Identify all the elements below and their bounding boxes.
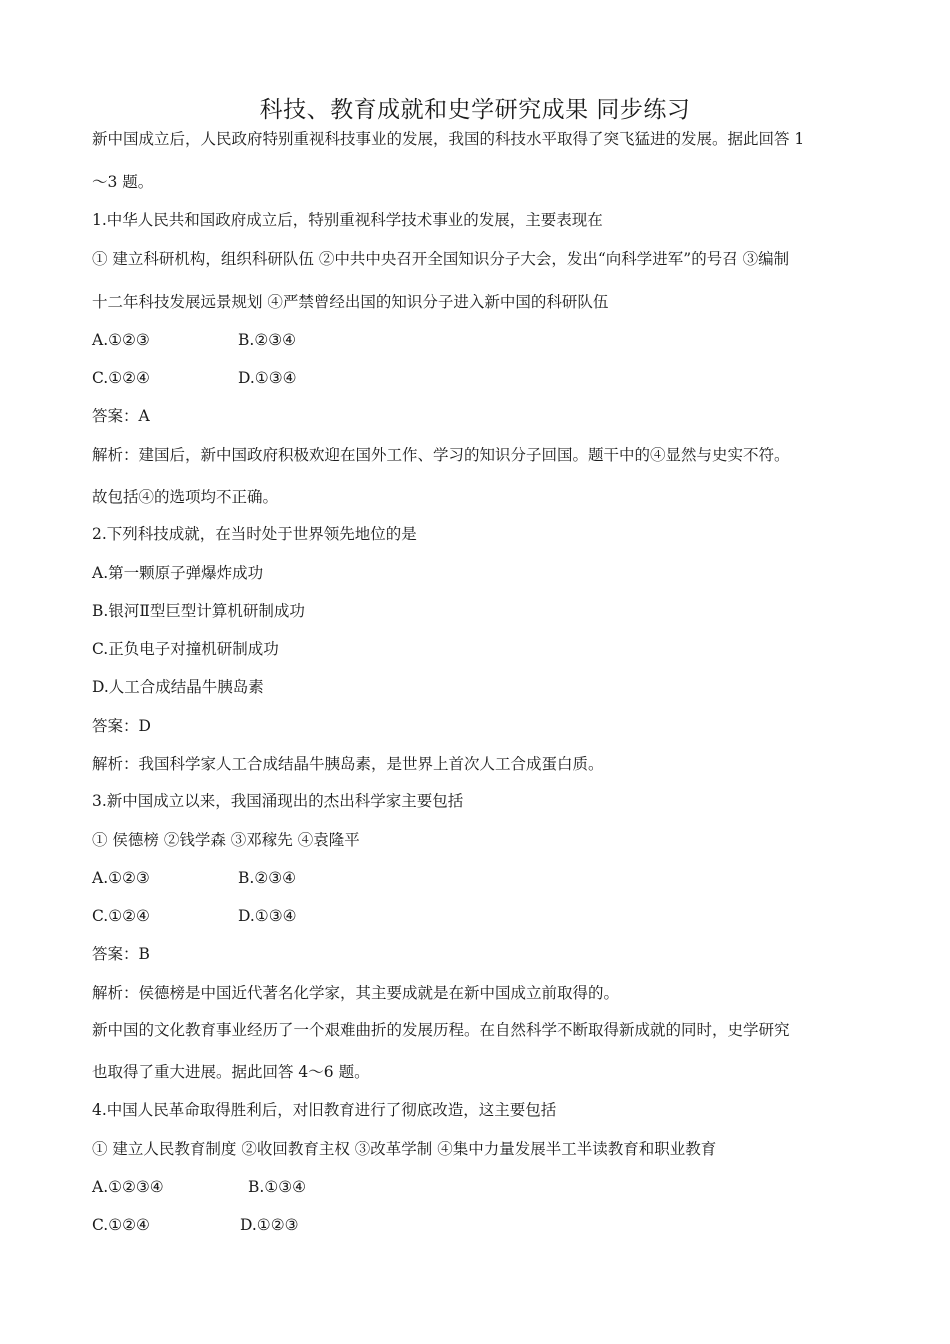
option-b: B.②③④: [238, 331, 297, 349]
question-4-items: ① 建立人民教育制度 ②收回教育主权 ③改革学制 ④集中力量发展半工半读教育和职业教育: [92, 1140, 717, 1158]
question-4-stem: 4.中国人民革命取得胜利后，对旧教育进行了彻底改造，这主要包括: [92, 1101, 557, 1119]
question-1-explanation-a: 解析：建国后，新中国政府积极欢迎在国外工作、学习的知识分子回国。题干中的④显然与史实不符。: [92, 446, 790, 464]
question-2-explanation: 解析：我国科学家人工合成结晶牛胰岛素，是世界上首次人工合成蛋白质。: [92, 755, 604, 773]
intro-paragraph-1b: ～3 题。: [92, 173, 154, 191]
question-1-items-b: 十二年科技发展远景规划 ④严禁曾经出国的知识分子进入新中国的科研队伍: [92, 293, 609, 311]
question-3-items: ① 侯德榜 ②钱学森 ③邓稼先 ④袁隆平: [92, 831, 360, 849]
question-3-stem: 3.新中国成立以来，我国涌现出的杰出科学家主要包括: [92, 792, 464, 810]
intro-paragraph-2b: 也取得了重大进展。据此回答 4～6 题。: [92, 1063, 370, 1081]
option-d: D.①③④: [238, 369, 297, 387]
option-d: D.①③④: [238, 907, 297, 925]
document-title: 科技、教育成就和史学研究成果 同步练习: [259, 97, 691, 123]
option-a: A.①②③: [92, 869, 150, 887]
option-c: C.①②④: [92, 907, 150, 925]
question-2-stem: 2.下列科技成就，在当时处于世界领先地位的是: [92, 525, 417, 543]
option-a: A.①②③: [92, 331, 150, 349]
question-3-answer: 答案：B: [92, 945, 150, 963]
question-2-option-a: A.第一颗原子弹爆炸成功: [92, 564, 264, 582]
question-2-option-b: B.银河Ⅱ型巨型计算机研制成功: [92, 602, 305, 620]
question-1-answer: 答案：A: [92, 407, 150, 425]
intro-paragraph-1a: 新中国成立后，人民政府特别重视科技事业的发展，我国的科技水平取得了突飞猛进的发展。据此回答 1: [92, 130, 805, 148]
option-b: B.②③④: [238, 869, 297, 887]
question-2-answer: 答案：D: [92, 717, 151, 735]
question-3-explanation: 解析：侯德榜是中国近代著名化学家，其主要成就是在新中国成立前取得的。: [92, 984, 620, 1002]
question-2-option-c: C.正负电子对撞机研制成功: [92, 640, 279, 658]
option-c: C.①②④: [92, 369, 150, 387]
option-b: B.①③④: [248, 1178, 307, 1196]
question-1-explanation-b: 故包括④的选项均不正确。: [92, 488, 279, 506]
intro-paragraph-2a: 新中国的文化教育事业经历了一个艰难曲折的发展历程。在自然科学不断取得新成就的同时，史学研究: [92, 1021, 790, 1039]
question-2-option-d: D.人工合成结晶牛胰岛素: [92, 678, 264, 696]
option-d: D.①②③: [240, 1216, 299, 1234]
question-1-items-a: ① 建立科研机构，组织科研队伍 ②中共中央召开全国知识分子大会，发出“向科学进军”的号召 ③编制: [92, 250, 790, 268]
option-a: A.①②③④: [92, 1178, 164, 1196]
question-1-stem: 1.中华人民共和国政府成立后，特别重视科学技术事业的发展，主要表现在: [92, 211, 603, 229]
option-c: C.①②④: [92, 1216, 150, 1234]
